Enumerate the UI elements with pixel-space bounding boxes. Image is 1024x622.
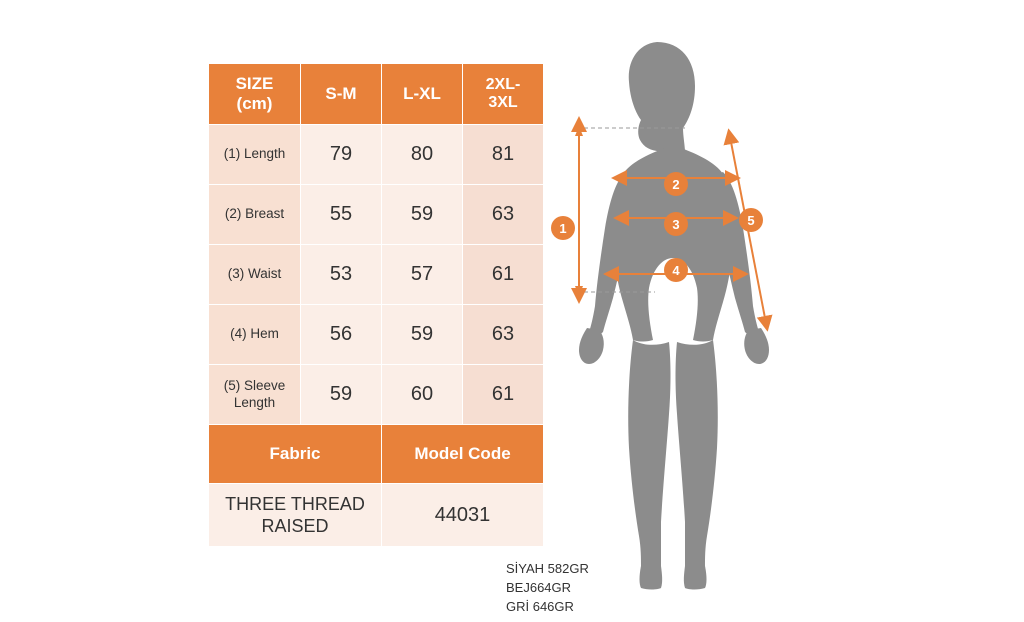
table-header-row — [209, 64, 544, 125]
header-size-line1: SIZE — [235, 74, 274, 94]
size-chart-table — [208, 63, 544, 547]
cell-hem-s-m: 56 — [301, 305, 382, 365]
breast-marker: 2 — [664, 172, 688, 196]
header-col-2xl-3xl — [463, 64, 544, 125]
header-col-s-m: S-M — [301, 64, 382, 125]
cell-sleeve-l-xl: 60 — [382, 365, 463, 425]
cell-sleeve-s-m: 59 — [301, 365, 382, 425]
footer-value-model-code: 44031 — [382, 484, 544, 547]
fabric-line1: THREE THREAD — [225, 493, 365, 514]
cell-sleeve-2xl-3xl: 61 — [463, 365, 544, 425]
row-label-sleeve-length — [209, 365, 301, 425]
cell-waist-l-xl: 57 — [382, 245, 463, 305]
cell-breast-2xl-3xl: 63 — [463, 185, 544, 245]
row-label-length: (1) Length — [209, 125, 301, 185]
row-label-waist: (3) Waist — [209, 245, 301, 305]
table-row — [209, 245, 544, 305]
footer-value-fabric — [209, 484, 382, 547]
note-line-siyah: SİYAH 582GR — [506, 561, 589, 576]
fabric-line2: RAISED — [261, 516, 329, 536]
table-row — [209, 305, 544, 365]
table-footer-value-row — [209, 484, 544, 547]
cell-breast-s-m: 55 — [301, 185, 382, 245]
cell-hem-2xl-3xl: 63 — [463, 305, 544, 365]
cell-breast-l-xl: 59 — [382, 185, 463, 245]
footer-header-fabric: Fabric — [209, 425, 382, 484]
sleeve-length-marker: 5 — [739, 208, 763, 232]
cell-waist-s-m: 53 — [301, 245, 382, 305]
header-col-l-xl: L-XL — [382, 64, 463, 125]
waist-marker: 3 — [664, 212, 688, 236]
header-size-line2: (cm) — [236, 94, 273, 113]
footer-header-model-code: Model Code — [382, 425, 544, 484]
header-size-cm — [209, 64, 301, 125]
header-col3-line2: 3XL — [488, 94, 518, 111]
measurement-figure — [545, 20, 1015, 600]
length-marker: 1 — [551, 216, 575, 240]
cell-length-l-xl: 80 — [382, 125, 463, 185]
header-col3-line1: 2XL- — [485, 75, 521, 93]
table-row — [209, 185, 544, 245]
row-label-breast: (2) Breast — [209, 185, 301, 245]
cell-length-s-m: 79 — [301, 125, 382, 185]
note-line-gri: GRİ 646GR — [506, 598, 574, 614]
cell-hem-l-xl: 59 — [382, 305, 463, 365]
cell-length-2xl-3xl: 81 — [463, 125, 544, 185]
cell-waist-2xl-3xl: 61 — [463, 245, 544, 305]
note-line-bej: BEJ664GR — [506, 579, 572, 595]
female-silhouette-icon — [579, 42, 769, 590]
table-footer-header-row — [209, 425, 544, 484]
row-label-hem: (4) Hem — [209, 305, 301, 365]
row-label-sleeve-line1: (5) Sleeve — [223, 378, 286, 394]
table-row — [209, 125, 544, 185]
table-row — [209, 365, 544, 425]
row-label-sleeve-line2: Length — [233, 394, 276, 410]
hem-marker: 4 — [664, 258, 688, 282]
